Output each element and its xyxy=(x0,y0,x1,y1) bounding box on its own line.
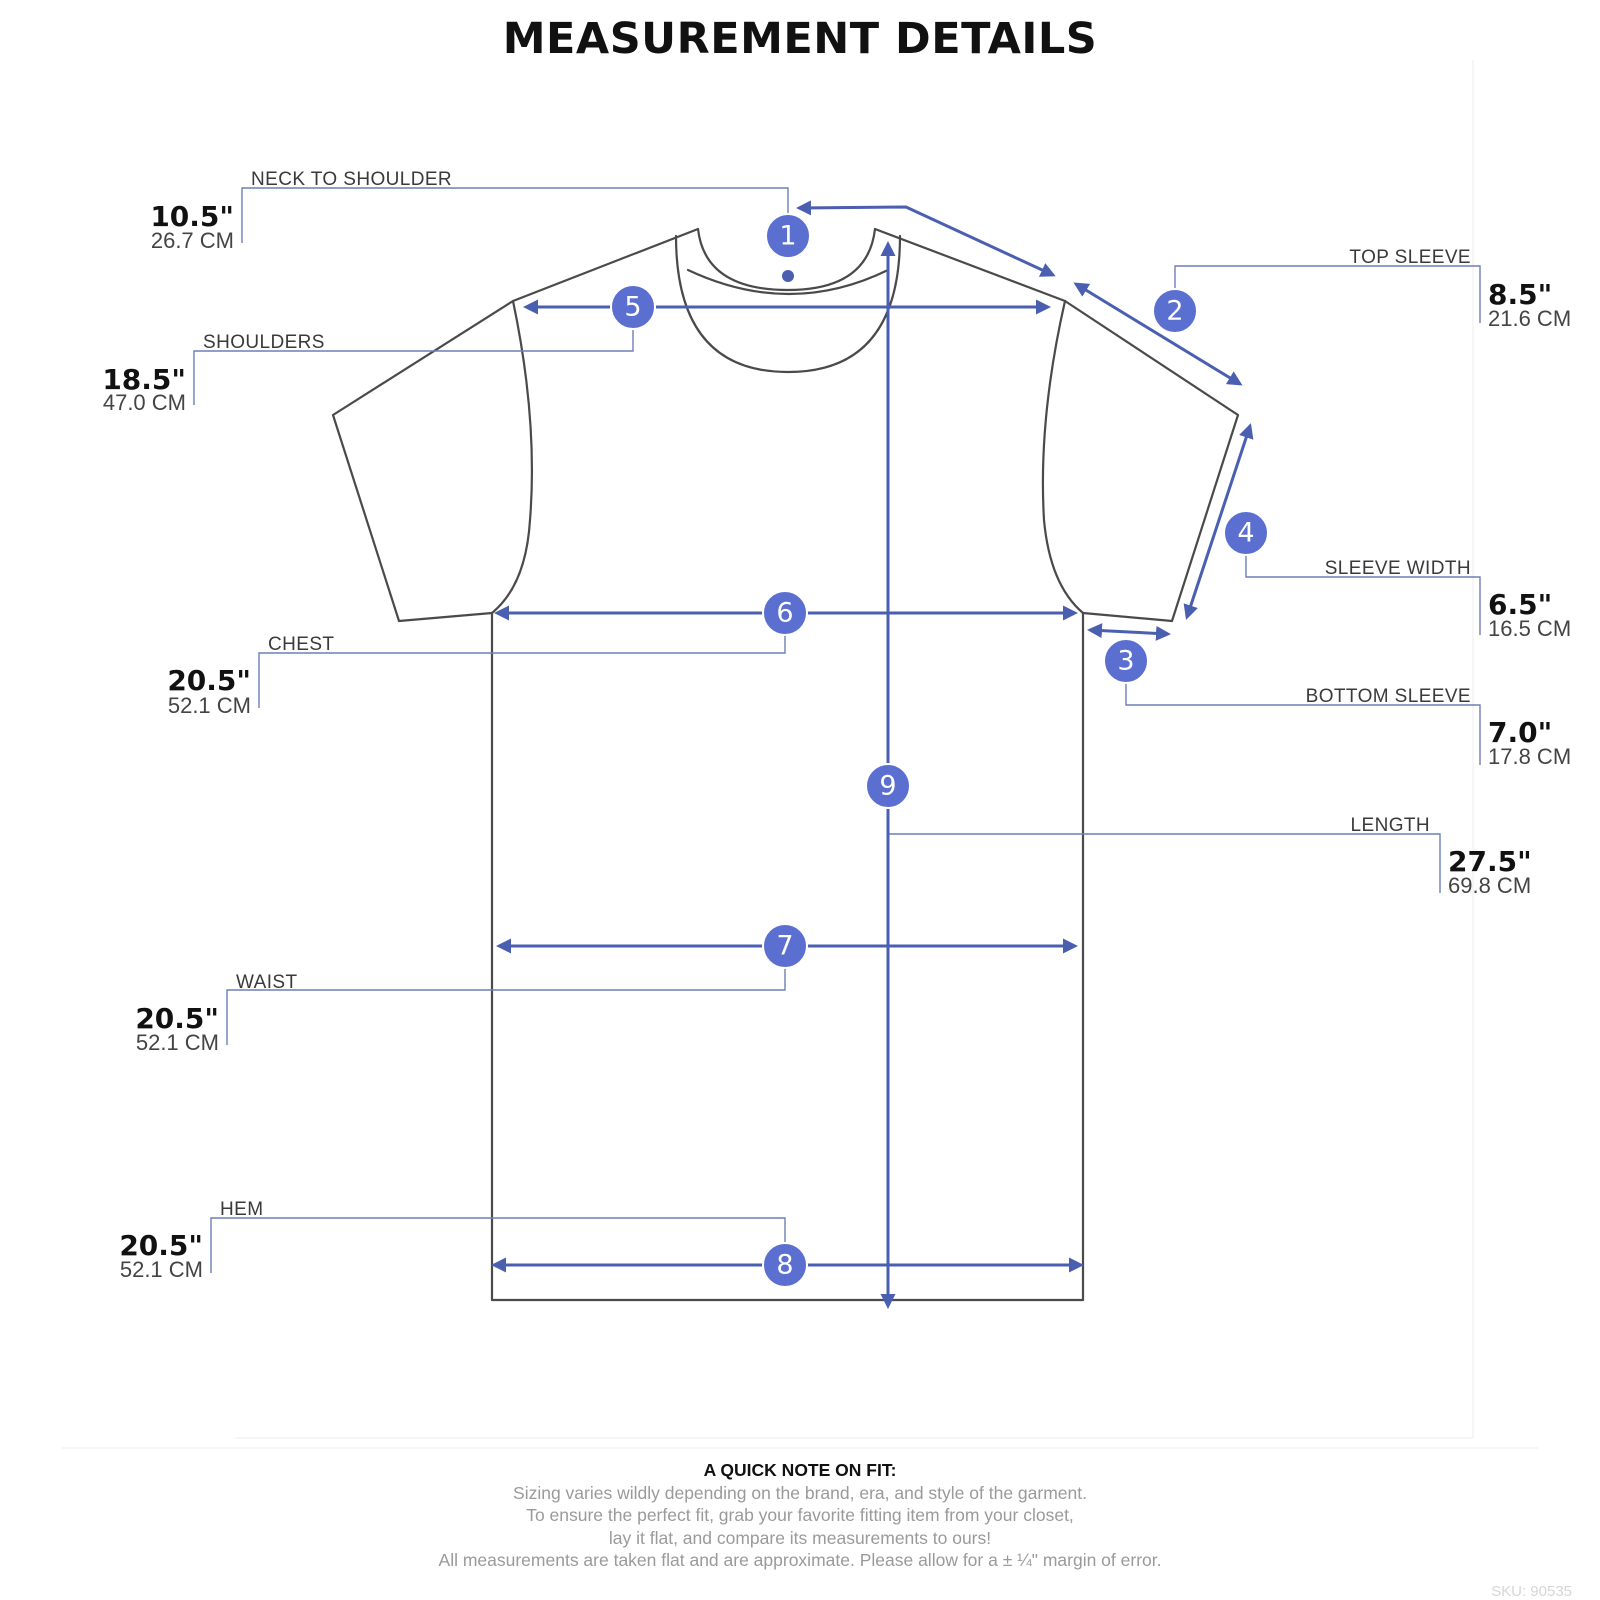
svg-text:9: 9 xyxy=(879,770,897,802)
label-waist: WAIST xyxy=(236,972,298,993)
value-neck-to-shoulder-cm: 26.7 CM xyxy=(150,228,234,253)
leader-lines xyxy=(194,188,1480,1273)
svg-text:4: 4 xyxy=(1237,517,1255,549)
fit-note-line: Sizing varies wildly depending on the brand, era, and style of the garment. xyxy=(513,1482,1087,1503)
measure-line-bottom-sleeve xyxy=(1090,630,1168,634)
label-shoulders: SHOULDERS xyxy=(203,332,325,353)
marker-8 xyxy=(763,1243,807,1287)
frame xyxy=(62,60,1538,1448)
label-chest: CHEST xyxy=(268,634,335,655)
svg-text:5: 5 xyxy=(624,291,642,323)
left-armhole-seam xyxy=(492,301,532,613)
measurement-lines xyxy=(494,207,1250,1306)
fit-note-line: All measurements are taken flat and are approximate. Please allow for a ± ¼" margin of error. xyxy=(438,1550,1162,1570)
value-hem-inches: 20.5" xyxy=(119,1229,203,1262)
value-shoulders-inches: 18.5" xyxy=(102,363,186,396)
value-chest-inches: 20.5" xyxy=(167,664,251,697)
marker-4 xyxy=(1224,511,1268,555)
marker-3 xyxy=(1104,639,1148,683)
sku-label: SKU: 90535 xyxy=(1491,1583,1572,1600)
fit-note-line: To ensure the perfect fit, grab your favorite fitting item from your closet, xyxy=(526,1505,1074,1525)
marker-7 xyxy=(763,924,807,968)
shirt-body-outline xyxy=(333,229,1238,1300)
fit-note-title: A QUICK NOTE ON FIT: xyxy=(703,1460,897,1480)
svg-text:8: 8 xyxy=(776,1249,794,1281)
value-hem-cm: 52.1 CM xyxy=(119,1257,203,1282)
value-shoulders-cm: 47.0 CM xyxy=(102,390,186,415)
svg-text:6: 6 xyxy=(776,597,794,629)
value-chest-cm: 52.1 CM xyxy=(167,693,251,718)
leader-top-sleeve xyxy=(1175,266,1480,323)
leader-waist xyxy=(227,959,785,1045)
fit-note xyxy=(0,1459,1600,1572)
label-sleeve-width: SLEEVE WIDTH xyxy=(1324,558,1471,579)
value-sleeve-width-cm: 16.5 CM xyxy=(1488,616,1572,641)
label-hem: HEM xyxy=(220,1199,264,1220)
marker-1 xyxy=(766,214,810,258)
marker-2 xyxy=(1153,289,1197,333)
page-title: MEASUREMENT DETAILS xyxy=(502,14,1098,64)
marker-9 xyxy=(866,764,910,808)
label-top-sleeve: TOP SLEEVE xyxy=(1349,247,1471,268)
value-waist-inches: 20.5" xyxy=(135,1002,219,1035)
label-bottom-sleeve: BOTTOM SLEEVE xyxy=(1305,686,1471,707)
leader-length xyxy=(888,834,1440,893)
value-neck-to-shoulder-inches: 10.5" xyxy=(150,200,234,233)
svg-text:7: 7 xyxy=(776,930,794,962)
value-bottom-sleeve-inches: 7.0" xyxy=(1488,716,1553,749)
value-bottom-sleeve-cm: 17.8 CM xyxy=(1488,744,1572,769)
measure-line-neck-to-shoulder xyxy=(799,207,1053,275)
value-waist-cm: 52.1 CM xyxy=(135,1030,219,1055)
svg-text:2: 2 xyxy=(1166,295,1184,327)
svg-text:1: 1 xyxy=(779,220,797,252)
right-armhole-seam xyxy=(1043,301,1083,613)
leader-chest xyxy=(259,634,785,708)
value-top-sleeve-cm: 21.6 CM xyxy=(1488,306,1572,331)
measurement-labels xyxy=(102,169,1571,1282)
svg-text:3: 3 xyxy=(1117,645,1135,677)
label-length: LENGTH xyxy=(1350,815,1430,836)
leader-neck-to-shoulder xyxy=(242,188,788,243)
label-neck-to-shoulder: NECK TO SHOULDER xyxy=(251,169,453,190)
markers xyxy=(611,214,1268,1287)
tshirt-outline xyxy=(333,229,1238,1300)
value-length-inches: 27.5" xyxy=(1448,845,1532,878)
neck-point xyxy=(782,270,794,282)
fit-note-line: lay it flat, and compare its measurements to ours! xyxy=(608,1527,992,1548)
marker-6 xyxy=(763,591,807,635)
marker-5 xyxy=(611,285,655,329)
value-top-sleeve-inches: 8.5" xyxy=(1488,278,1553,311)
value-sleeve-width-inches: 6.5" xyxy=(1488,588,1553,621)
value-length-cm: 69.8 CM xyxy=(1448,873,1532,898)
